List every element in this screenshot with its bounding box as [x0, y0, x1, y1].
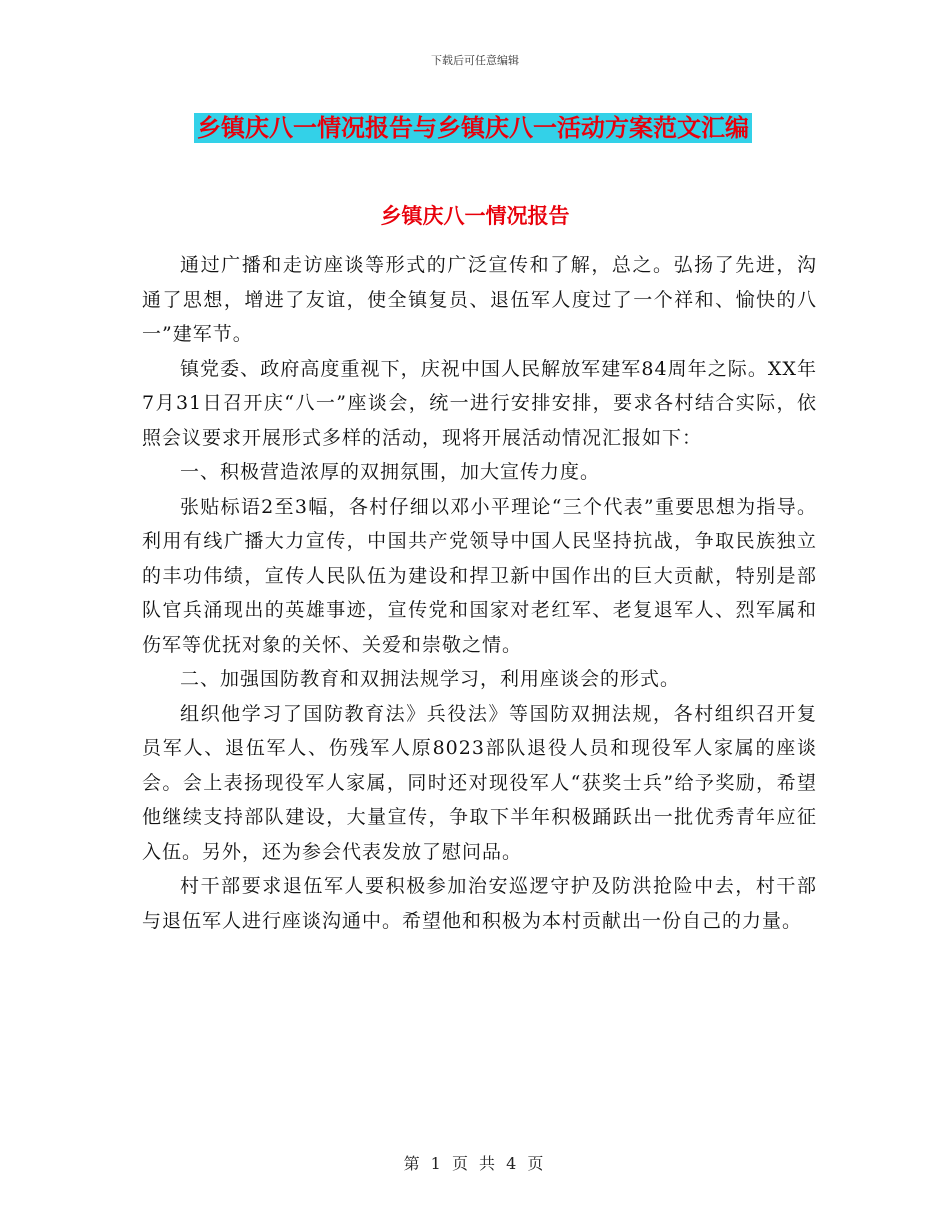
document-body: [142, 248, 817, 938]
paragraph: 组织他学习了国防教育法》兵役法》等国防双拥法规，各村组织召开复员军人、退伍军人、伤残军人原8023部队退役人员和现役军人家属的座谈会。会上表扬现役军人家属，同时还对现役军人“获奖士兵”给予奖励，希望他继续支持部队建设，大量宣传，争取下半年积极踊跃出一批优秀青年应征入伍。另外，还为参会代表发放了慰问品。: [142, 702, 817, 863]
paragraph: 镇党委、政府高度重视下，庆祝中国人民解放军建军84周年之际。XX年7月31日召开庆“八一”座谈会，统一进行安排安排，要求各村结合实际，依照会议要求开展形式多样的活动，现将开展活动情况汇报如下：: [142, 357, 817, 449]
paragraph: 通过广播和走访座谈等形式的广泛宣传和了解，总之。弘扬了先进，沟通了思想，增进了友谊，使全镇复员、退伍军人度过了一个祥和、愉快的八一”建军节。: [142, 254, 817, 345]
page-header-note: 下载后可任意编辑: [431, 54, 519, 67]
page-number: 第 1 页 共 4 页: [403, 1154, 547, 1173]
paragraph-heading: 一、积极营造浓厚的双拥氛围，加大宣传力度。: [180, 461, 601, 483]
paragraph-heading: 二、加强国防教育和双拥法规学习，利用座谈会的形式。: [180, 668, 681, 690]
paragraph: 村干部要求退伍军人要积极参加治安巡逻守护及防洪抢险中去，村干部与退伍军人进行座谈沟通中。希望他和积极为本村贡献出一份自己的力量。: [142, 875, 817, 932]
paragraph: 张贴标语2至3幅，各村仔细以邓小平理论“三个代表”重要思想为指导。利用有线广播大力宣传，中国共产党领导中国人民坚持抗战，争取民族独立的丰功伟绩，宣传人民队伍为建设和捍卫新中国作出的巨大贡献，特别是部队官兵涌现出的英雄事迹，宣传党和国家对老红军、老复退军人、烈军属和伤军等优抚对象的关怀、关爱和崇敬之情。: [142, 495, 817, 656]
document-title: 乡镇庆八一情况报告与乡镇庆八一活动方案范文汇编: [194, 113, 752, 143]
section-title: 乡镇庆八一情况报告: [380, 204, 570, 228]
